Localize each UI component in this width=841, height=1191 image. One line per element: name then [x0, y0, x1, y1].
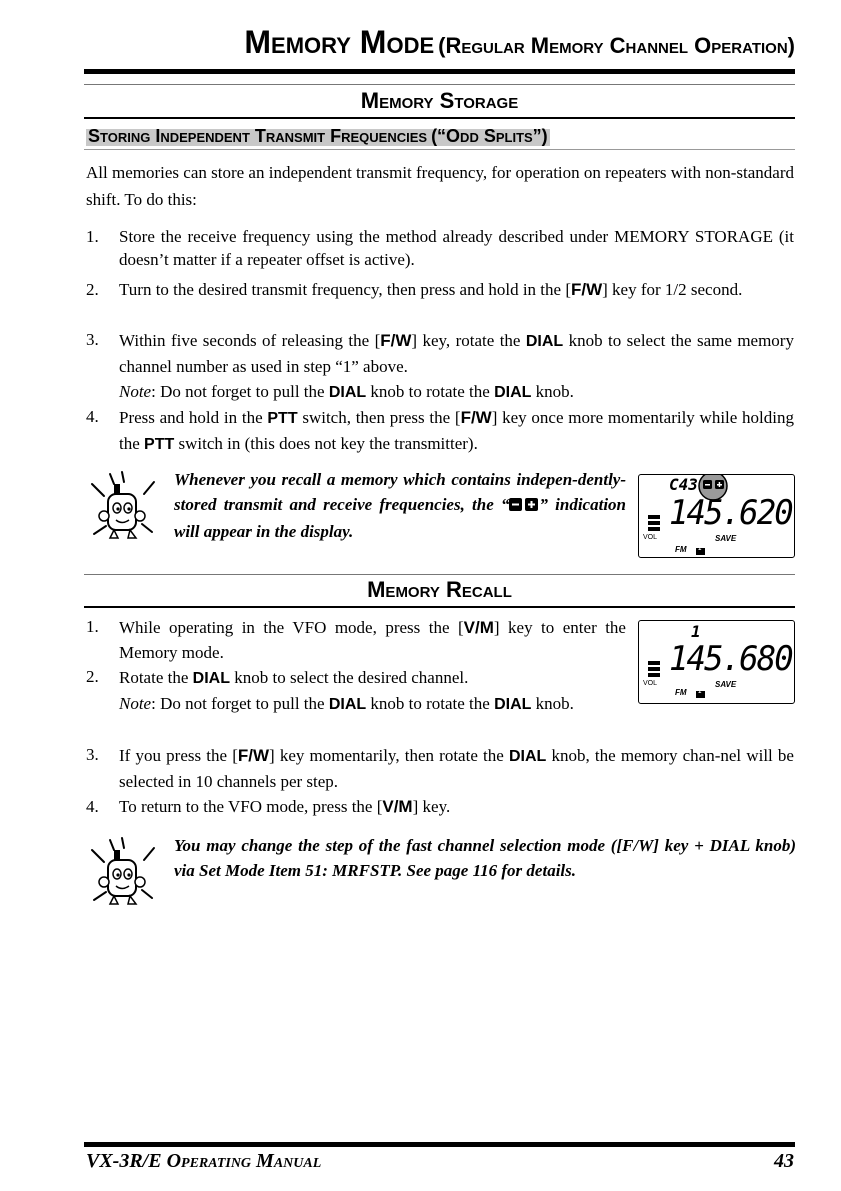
tip-text-part: ” indication will appear in the display. [174, 495, 626, 541]
key-fw: F/W [570, 280, 603, 299]
step-number: 1. [86, 617, 99, 636]
mascot-icon [88, 836, 158, 908]
step-text [119, 278, 794, 301]
step-text-part: knob to select the desired channel. [229, 668, 469, 687]
step-text-part: switch in (this does not key the transmitter). [174, 434, 478, 453]
step-text-part: Within five seconds of releasing the [ [119, 331, 381, 350]
step-text-part: switch, then press the [ [297, 408, 461, 427]
key-fw: F/W [237, 746, 270, 765]
step-text-part: Rotate the [119, 668, 193, 687]
step-text-part: Store the receive frequency using the method already described under MEMORY STORAGE (it doesn’t matter if a repeater offset is active). [119, 227, 794, 269]
section-rule-top [84, 84, 795, 85]
step-number: 4. [86, 407, 99, 426]
step-number: 2. [86, 280, 99, 299]
section-rule-top [84, 574, 795, 575]
step-text-part: To return to the VFO mode, press the [ [119, 797, 383, 816]
key-dial: DIAL [508, 748, 547, 765]
note-label: Note [119, 694, 152, 713]
lcd-mode: FM [675, 545, 687, 554]
step-text-part: ] key, rotate the [411, 331, 526, 350]
step-text [119, 743, 794, 794]
key-dial: DIAL [192, 670, 230, 687]
list-item [86, 665, 626, 717]
step-text-part: ] key. [412, 797, 451, 816]
note-text: knob to rotate the [366, 382, 495, 401]
lcd-vol-label: VOL [643, 680, 658, 687]
key-dial: DIAL [494, 384, 532, 401]
tip-text-part: Whenever you recall a memory which contains indepen-dently-stored transmit and receive frequencies, the “ [174, 470, 626, 514]
lcd-save-label: SAVE [715, 680, 737, 689]
lcd-display [638, 474, 795, 558]
step-text [119, 615, 626, 665]
lcd-mode-number: 1 [698, 689, 702, 695]
key-dial: DIAL [328, 384, 367, 401]
lcd-frequency: 145.620 [669, 493, 792, 533]
step-text-part: ] key momentarily, then rotate the [269, 746, 509, 765]
step-text-part: Turn to the desired transmit frequency, then press and hold in the [ [119, 280, 571, 299]
key-dial: DIAL [525, 333, 564, 350]
tip-text: You may change the step of the fast channel selection mode ([F/W] key + DIAL knob) via Set Mode Item 51: MRFSTP. See page 116 for details. [174, 836, 796, 880]
key-ptt: PTT [267, 410, 298, 427]
step-text [119, 328, 794, 405]
step-number: 3. [86, 330, 99, 349]
step-number: 2. [86, 667, 99, 686]
subsection-heading [86, 126, 550, 147]
lcd-save-label: SAVE [715, 534, 737, 543]
step-text [119, 795, 794, 818]
note-label: Note [119, 382, 152, 401]
subsection-heading-text: Storing Independent Transmit Frequencies [88, 126, 428, 146]
lcd-vol-label: VOL [643, 534, 658, 541]
step-text-part: knob to select the same memory channel number as used in step “1” above. [119, 331, 794, 376]
note-text: knob. [531, 694, 574, 713]
list-item [86, 278, 794, 301]
key-fw: F/W [460, 408, 492, 427]
key-vm: V/M [463, 618, 494, 637]
lcd-mode-number: 1 [698, 546, 702, 552]
step-text [119, 665, 626, 717]
step-number: 4. [86, 797, 99, 816]
list-item [86, 405, 794, 457]
lcd-display [638, 620, 795, 704]
section-rule-bottom [84, 606, 795, 608]
step-text-part: While operating in the VFO mode, press the [ [119, 618, 464, 637]
key-vm: V/M [382, 797, 413, 816]
step-number: 1. [86, 227, 99, 246]
subsection-heading-paren: (“Odd Splits”) [431, 126, 548, 146]
lcd-channel: C43 [669, 475, 698, 494]
section-title-storage: Memory Storage [360, 88, 519, 113]
list-item [86, 743, 794, 794]
tip-text [174, 467, 626, 544]
intro-paragraph: All memories can store an independent transmit frequency, for operation on repeaters with non-standard shift. To do this: [86, 163, 794, 209]
split-indicator-icon [509, 494, 539, 519]
step-number: 3. [86, 745, 99, 764]
section-rule-bottom [84, 117, 795, 119]
step-text-part: ] key once more momentarily while holding the [119, 408, 794, 453]
note-text: knob. [531, 382, 574, 401]
page-number: 43 [774, 1150, 794, 1172]
footer-manual-title: VX-3R/E Operating Manual [86, 1150, 322, 1172]
key-fw: F/W [380, 331, 412, 350]
key-dial: DIAL [494, 696, 532, 713]
note-text: : Do not forget to pull the [151, 694, 329, 713]
step-text [119, 225, 794, 271]
list-item [86, 795, 794, 818]
footer-rule [84, 1142, 795, 1147]
subsection-heading-highlight [86, 126, 550, 146]
lcd-mode: FM [675, 688, 687, 697]
step-text-part: ] key for 1/2 second. [602, 280, 743, 299]
step-text-part: Press and hold in the [119, 408, 268, 427]
page-title [0, 24, 795, 61]
key-ptt: PTT [144, 436, 175, 453]
step-text-part: If you press the [ [119, 746, 238, 765]
mascot-icon [88, 470, 158, 542]
lcd-channel: 1 [691, 622, 701, 641]
step-text [119, 405, 794, 457]
section-title-recall: Memory Recall [367, 577, 512, 602]
list-item [86, 328, 794, 405]
list-item [86, 615, 626, 665]
header-rule-thick [84, 69, 795, 74]
note-text: : Do not forget to pull the [151, 382, 329, 401]
step-text-part: ] key to enter the Memory mode. [119, 618, 626, 662]
page-title-paren: (Regular Memory Channel Operation) [438, 33, 795, 58]
note-text: knob to rotate the [366, 694, 495, 713]
subsection-rule [84, 149, 795, 150]
list-item [86, 225, 794, 271]
step-text-part: knob, the memory chan-nel will be selected in 10 channels per step. [119, 746, 794, 791]
key-dial: DIAL [328, 696, 367, 713]
page-title-main: Memory Mode [244, 24, 435, 60]
lcd-frequency: 145.680 [669, 639, 792, 679]
